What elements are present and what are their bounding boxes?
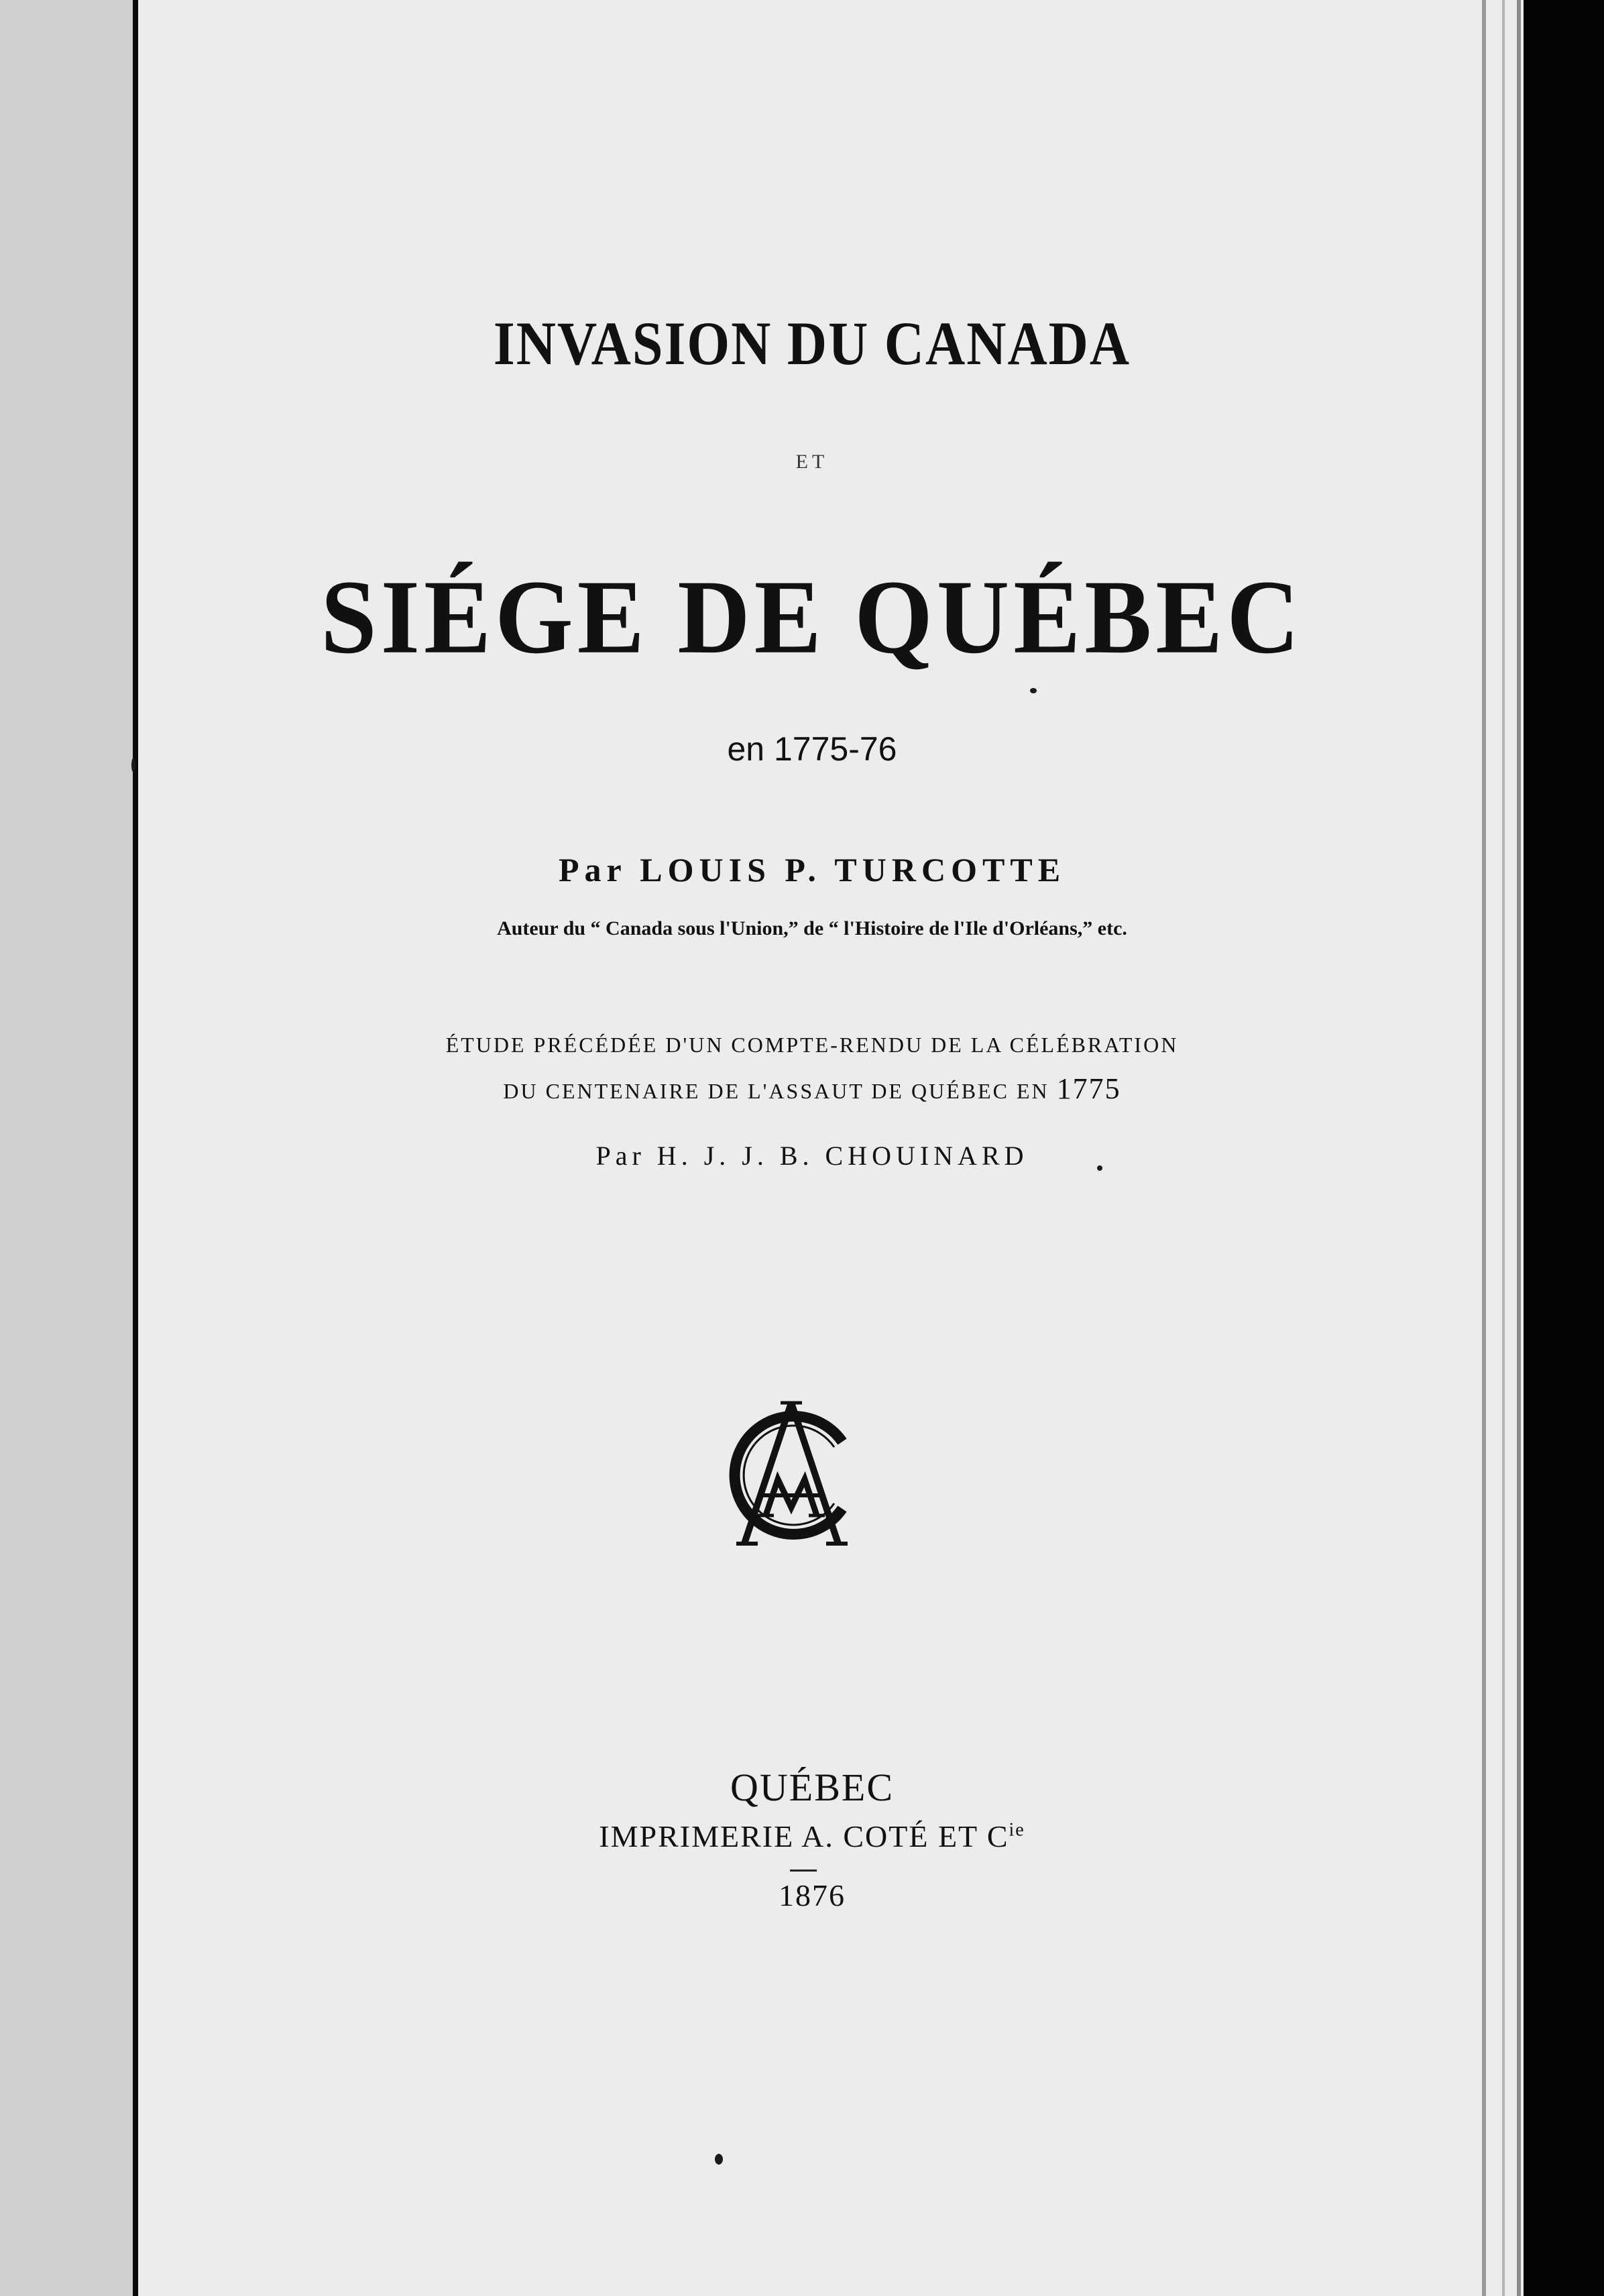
scan-speck xyxy=(131,758,135,772)
author-line: Par LOUIS P. TURCOTTE xyxy=(558,851,1066,888)
title-conjunction: ET xyxy=(795,451,829,473)
imprint-year: 1876 xyxy=(779,1878,846,1912)
etude-line-2 xyxy=(138,1072,1486,1106)
scan-speck xyxy=(1030,688,1037,693)
scan-left-strip xyxy=(0,0,133,2296)
scan-speck xyxy=(715,2154,723,2165)
author-line-2: Par H. J. J. B. CHOUINARD xyxy=(595,1141,1029,1171)
imprint-printer-sup: ie xyxy=(1009,1819,1025,1841)
scan-right-strip xyxy=(1524,0,1604,2296)
imprint-printer-text: IMPRIMERIE A. COTÉ ET C xyxy=(599,1819,1009,1853)
scan-gutter-line xyxy=(133,0,138,2296)
title-line-1: INVASION DU CANADA xyxy=(493,309,1131,378)
imprint-rule xyxy=(790,1870,817,1872)
etude-year: 1775 xyxy=(1056,1072,1121,1105)
etude-line-1: ÉTUDE PRÉCÉDÉE D'UN COMPTE-RENDU DE LA CÉLÉBRATION xyxy=(445,1033,1179,1057)
date-range: en 1775-76 xyxy=(727,730,897,768)
page-edge xyxy=(1502,0,1505,2296)
printer-monogram-icon xyxy=(711,1395,872,1556)
page-edge xyxy=(1517,0,1521,2296)
title-line-2: SIÉGE DE QUÉBEC xyxy=(321,559,1304,676)
imprint-printer xyxy=(138,1819,1486,1854)
imprint-city: QUÉBEC xyxy=(730,1766,894,1809)
etude-line-2-text: DU CENTENAIRE DE L'ASSAUT DE QUÉBEC EN xyxy=(503,1079,1049,1103)
author-note: Auteur du “ Canada sous l'Union,” de “ l'Histoire de l'Ile d'Orléans,” etc. xyxy=(497,917,1127,939)
